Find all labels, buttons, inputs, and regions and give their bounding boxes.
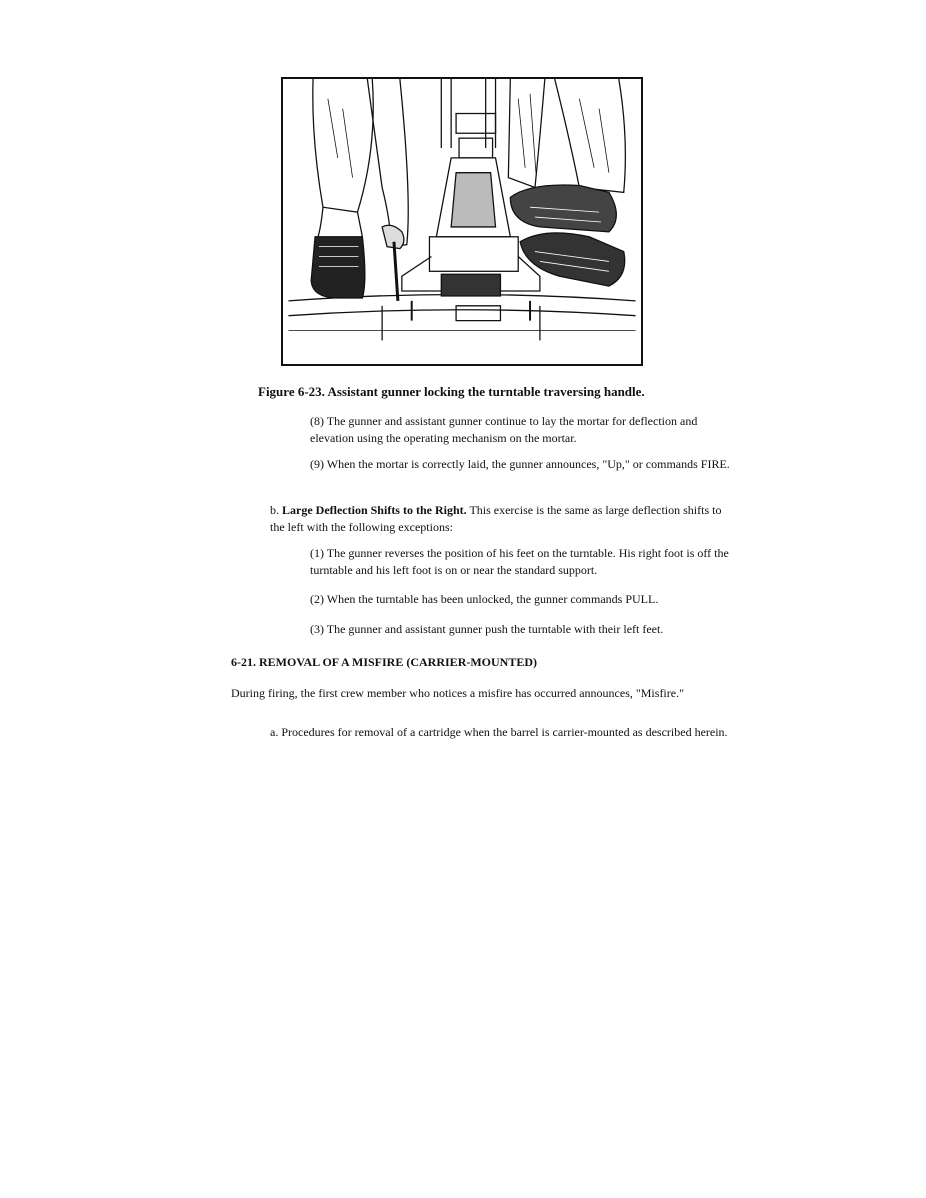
paragraph-b	[270, 502, 730, 536]
paragraph-9: (9) When the mortar is correctly laid, the gunner announces, "Up," or commands FIRE.	[310, 457, 730, 471]
paragraph-b1: (1) The gunner reverses the position of his feet on the turntable. His right foot is off the turntable and his left foot is on or near the standard support.	[310, 546, 729, 577]
paragraph-intro: During firing, the first crew member who notices a misfire has occurred announces, "Misfire."	[231, 686, 684, 700]
paragraph-b-prefix: b.	[270, 503, 279, 517]
figure-caption: Figure 6-23. Assistant gunner locking the turntable traversing handle.	[258, 384, 645, 399]
paragraph-b-text: This exercise is the same as large deflection shifts to the left with the following exceptions:	[270, 503, 722, 534]
section-heading: 6-21. REMOVAL OF A MISFIRE (CARRIER-MOUNTED)	[231, 655, 538, 669]
paragraph-b3: (3) The gunner and assistant gunner push the turntable with their left feet.	[310, 622, 664, 636]
figure-illustration	[281, 77, 643, 366]
paragraph-8: (8) The gunner and assistant gunner continue to lay the mortar for deflection and elevation using the operating mechanism on the mortar.	[310, 414, 698, 445]
mortar-turntable-drawing	[283, 79, 641, 364]
paragraph-b-title: Large Deflection Shifts to the Right.	[282, 503, 467, 517]
paragraph-a: a. Procedures for removal of a cartridge when the barrel is carrier-mounted as described herein.	[270, 725, 728, 739]
paragraph-b2: (2) When the turntable has been unlocked, the gunner commands PULL.	[310, 592, 659, 606]
